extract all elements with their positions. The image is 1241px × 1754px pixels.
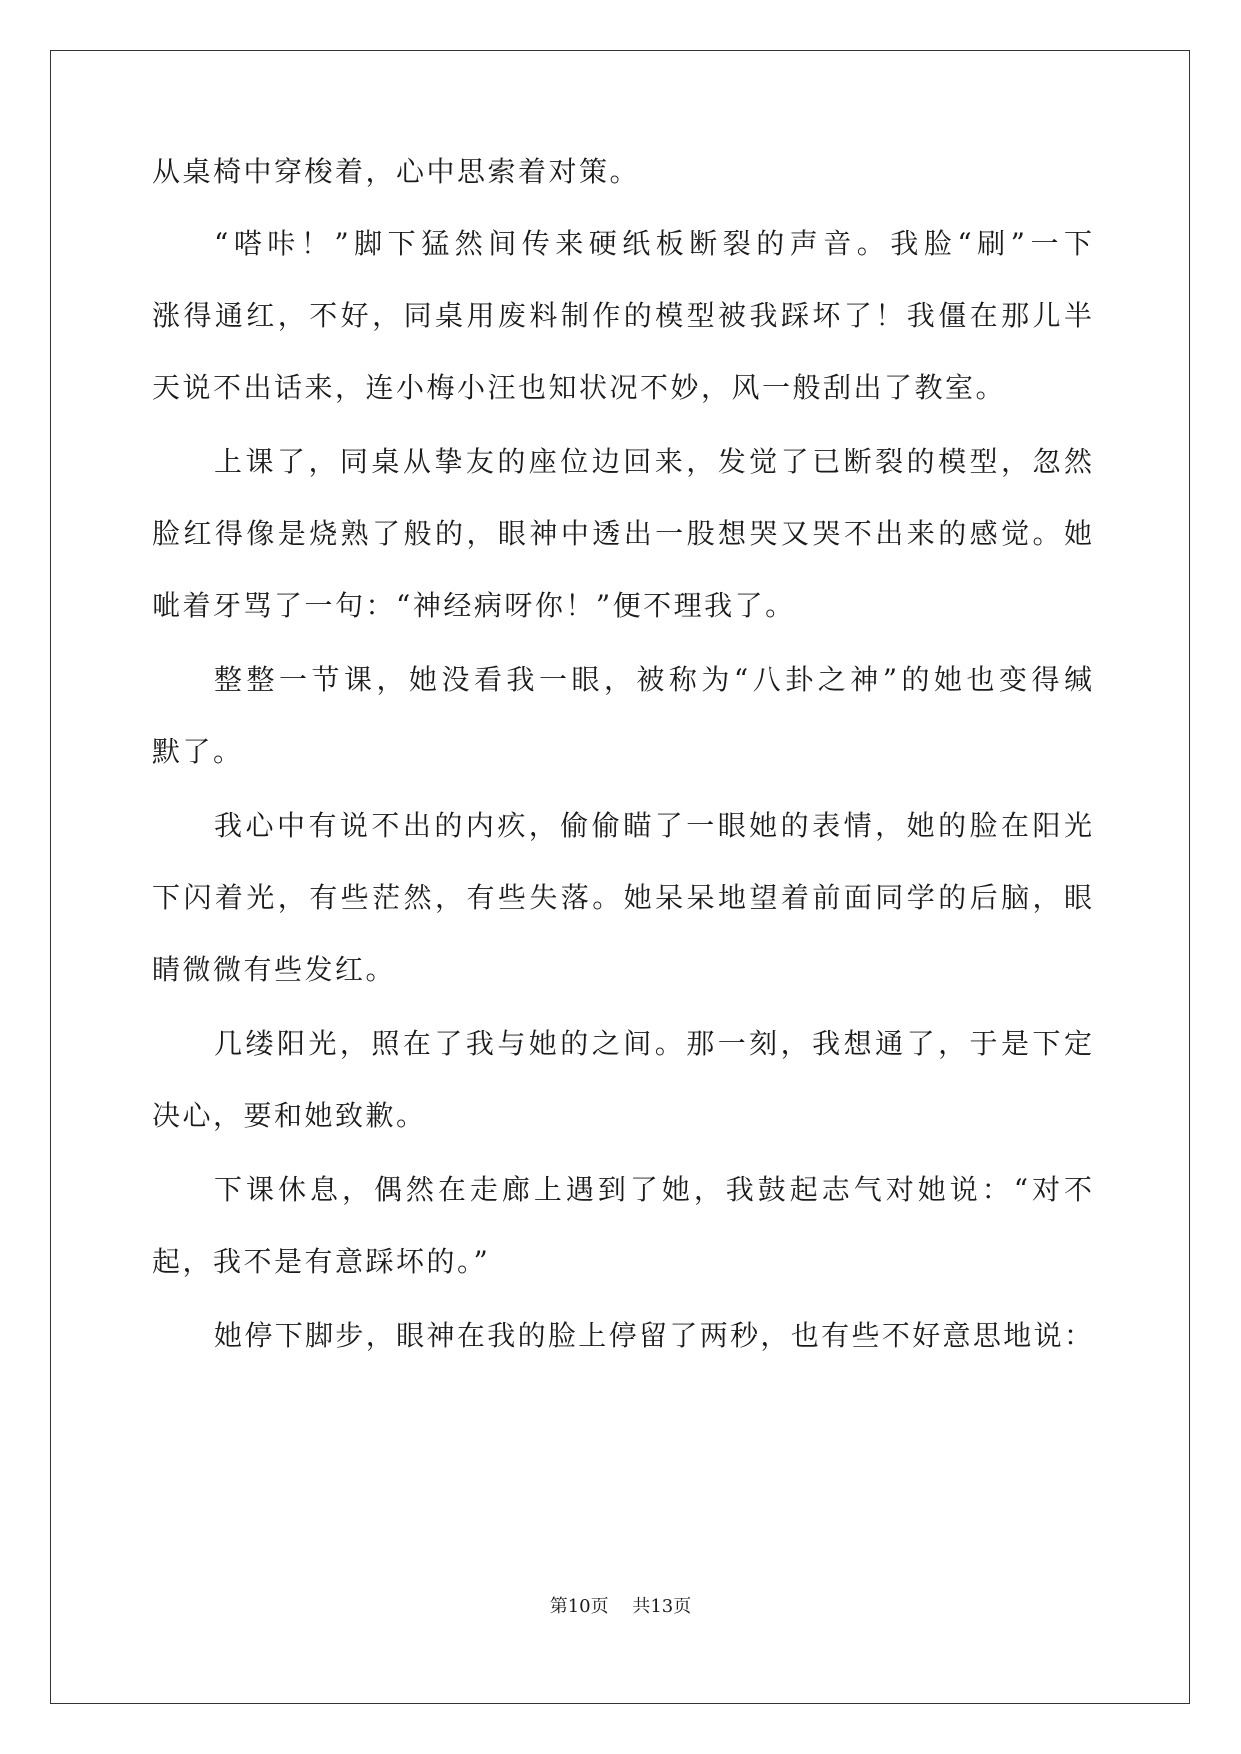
body-line: 我心中有说不出的内疚，偷偷瞄了一眼她的表情，她的脸在阳光 — [214, 809, 1092, 842]
body-line: 睛微微有些发红。 — [152, 953, 397, 986]
body-line: 几缕阳光，照在了我与她的之间。那一刻，我想通了，于是下定 — [214, 1027, 1092, 1060]
body-line: 决心，要和她致歉。 — [152, 1099, 427, 1132]
body-line: 脸红得像是烧熟了般的，眼神中透出一股想哭又哭不出来的感觉。她 — [152, 517, 1092, 550]
body-line: 起，我不是有意踩坏的。” — [152, 1245, 491, 1278]
page-total: 共13页 — [632, 1596, 692, 1617]
body-line: 下闪着光，有些茫然，有些失落。她呆呆地望着前面同学的后脑，眼 — [152, 881, 1092, 914]
body-line: 涨得通红，不好，同桌用废料制作的模型被我踩坏了！我僵在那儿半 — [152, 299, 1092, 332]
body-line: 默了。 — [152, 735, 244, 768]
body-line: 天说不出话来，连小梅小汪也知状况不妙，风一般刮出了教室。 — [152, 371, 1007, 404]
page-footer — [0, 1592, 1241, 1618]
body-line: 她停下脚步，眼神在我的脸上停留了两秒，也有些不好意思地说： — [214, 1319, 1092, 1352]
body-line: “嗒咔！”脚下猛然间传来硬纸板断裂的声音。我脸“刷”一下 — [214, 227, 1092, 260]
body-line: 上课了，同桌从挚友的座位边回来，发觉了已断裂的模型，忽然 — [214, 445, 1092, 478]
body-line: 从桌椅中穿梭着，心中思索着对策。 — [152, 155, 641, 188]
body-line: 呲着牙骂了一句：“神经病呀你！”便不理我了。 — [152, 589, 796, 622]
body-line: 整整一节课，她没看我一眼，被称为“八卦之神”的她也变得缄 — [214, 663, 1092, 696]
page-number: 第10页 — [549, 1596, 609, 1617]
body-line: 下课休息，偶然在走廊上遇到了她，我鼓起志气对她说：“对不 — [214, 1173, 1092, 1206]
